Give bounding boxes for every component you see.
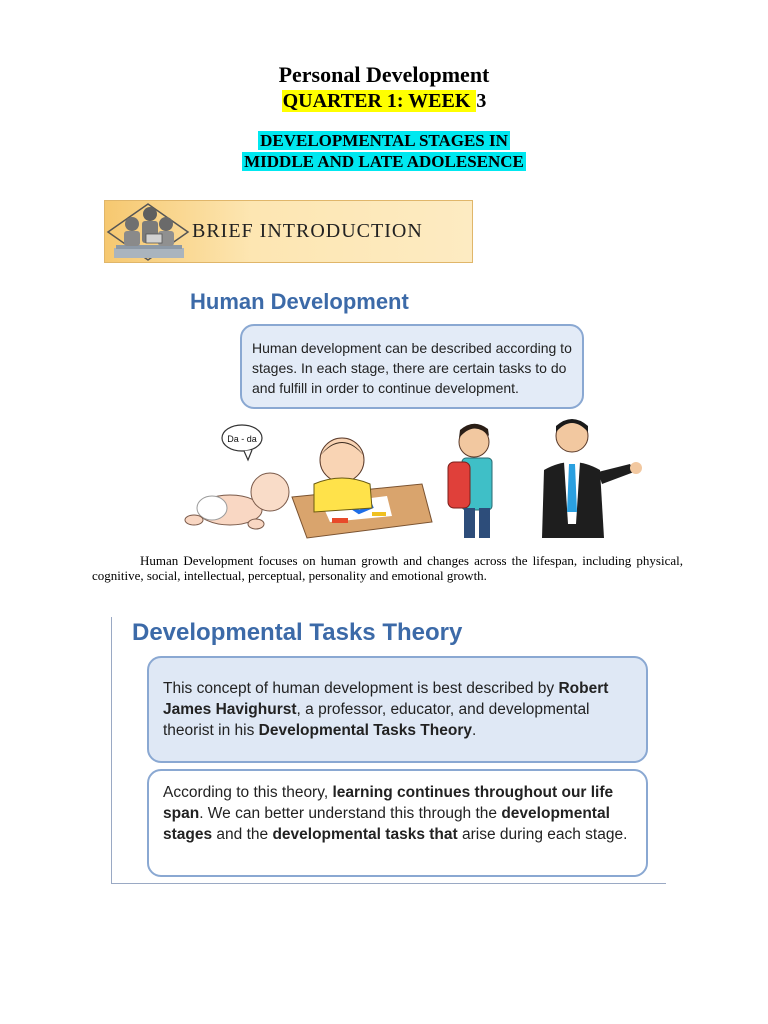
- callout-text: . We can better understand this through the: [199, 805, 502, 822]
- quarter-week-heading: [0, 90, 768, 113]
- human-development-illustration: [182, 412, 652, 540]
- week-number: 3: [476, 90, 487, 112]
- havighurst-name: Robert James Havighurst: [163, 680, 609, 718]
- theory-name: Developmental Tasks Theory: [258, 722, 472, 739]
- topic-line-2: MIDDLE AND LATE ADOLESENCE: [244, 152, 524, 171]
- child-drawing-icon: [292, 438, 432, 538]
- topic-heading: [0, 130, 768, 172]
- havighurst-callout: [147, 656, 648, 763]
- brief-introduction-label: BRIEF INTRODUCTION: [192, 220, 423, 242]
- theory-summary-callout: [147, 769, 648, 877]
- callout-emphasis: developmental stages: [163, 805, 610, 843]
- callout-emphasis: learning continues throughout our life span: [163, 784, 614, 822]
- callout-text: According to this theory,: [163, 784, 333, 801]
- callout-text: .: [472, 722, 477, 739]
- callout-text: and the: [212, 826, 273, 843]
- callout-emphasis: developmental tasks that: [272, 826, 458, 843]
- human-development-paragraph: Human Development focuses on human growth and changes across the lifespan, including physical, cognitive, social, intellectual, perceptual, personality and emotional growth.: [92, 553, 683, 583]
- human-development-callout: Human development can be described according to stages. In each stage, there are certain tasks to do and fulfill in order to continue development.: [240, 324, 584, 409]
- baby-icon: [185, 425, 289, 529]
- businessman-icon: [542, 419, 642, 538]
- document-title: Personal Development: [278, 62, 490, 87]
- callout-text: This concept of human development is best described by: [163, 680, 559, 697]
- topic-line-1: DEVELOPMENTAL STAGES IN: [260, 131, 508, 150]
- student-backpack-icon: [448, 424, 492, 538]
- human-development-title: Human Development: [190, 289, 409, 314]
- baby-speech-text: Da - da: [227, 434, 257, 444]
- children-reading-icon: [106, 202, 190, 262]
- developmental-tasks-title: Developmental Tasks Theory: [132, 619, 463, 646]
- quarter-highlight: QUARTER 1: WEEK: [282, 90, 476, 112]
- callout-text: arise during each stage.: [457, 826, 628, 843]
- callout-text: , a professor, educator, and developmental theorist in his: [163, 701, 590, 739]
